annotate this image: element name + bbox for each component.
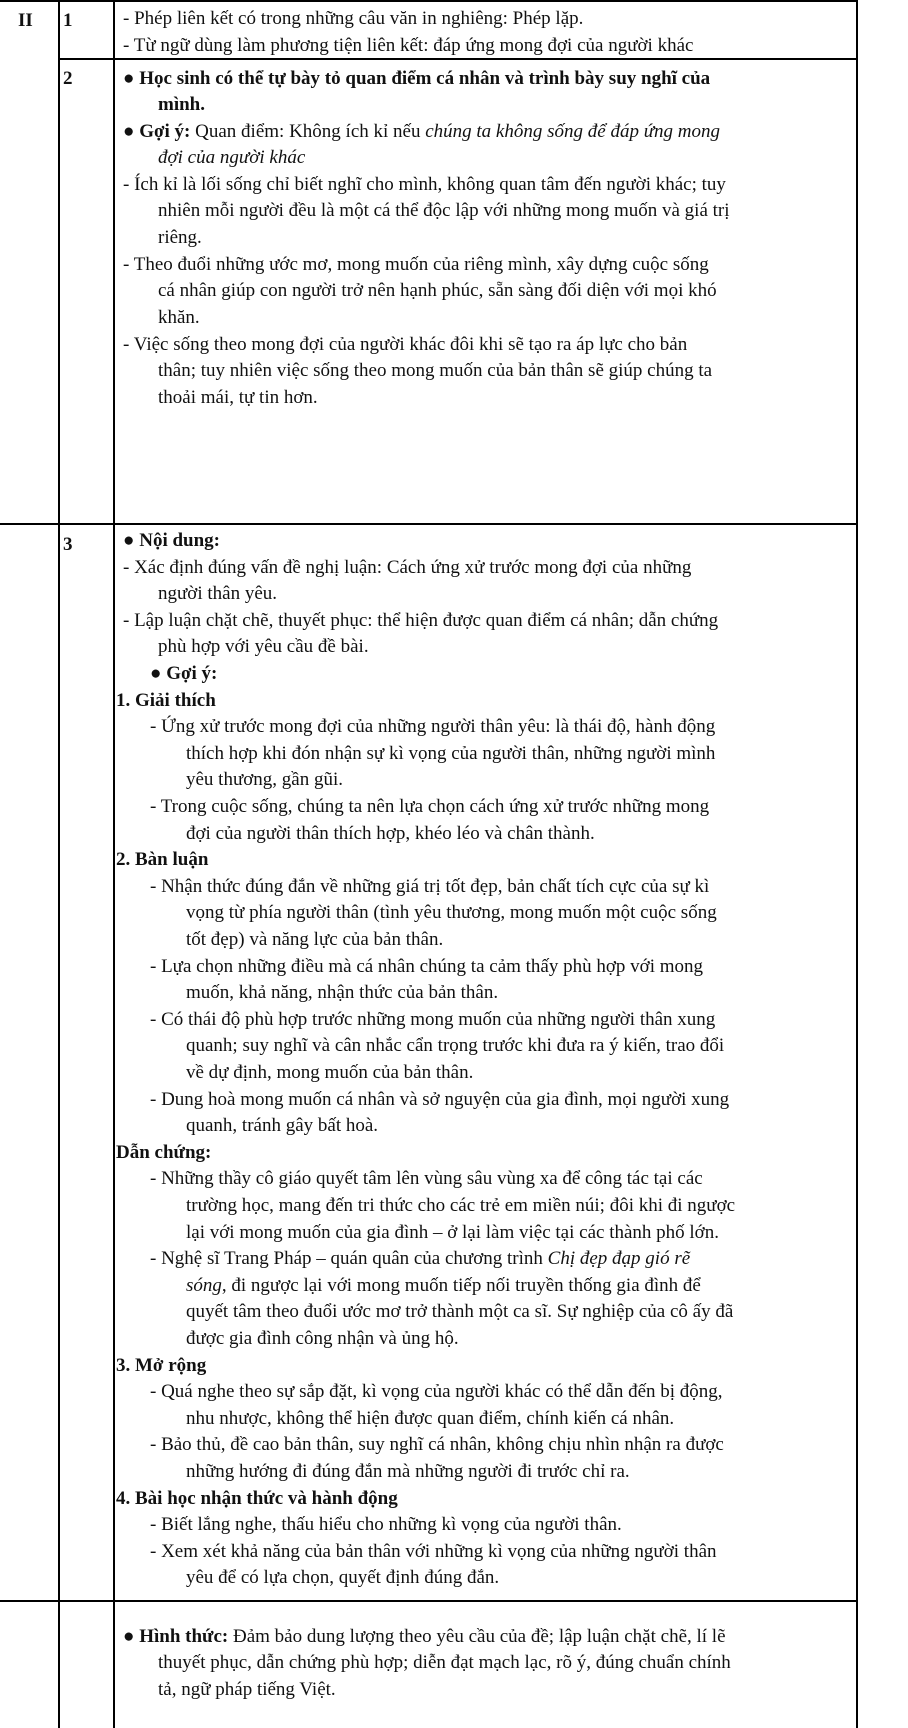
answer-line: về dự định, mong muốn của bản thân. (186, 1062, 474, 1083)
answer-line: yêu thương, gần gũi. (186, 769, 344, 790)
answer-line: thân; tuy nhiên việc sống theo mong muốn của bản thân sẽ giúp chúng ta (158, 360, 713, 381)
answer-line: quanh; suy nghĩ và cân nhắc cẩn trọng trước khi đưa ra ý kiến, trao đổi (186, 1035, 725, 1056)
answer-line: - Nhận thức đúng đắn về những giá trị tốt đẹp, bản chất tích cực của sự kì (150, 876, 710, 897)
section-heading: 2. Bàn luận (116, 849, 209, 870)
answer-line: - Xác định đúng vấn đề nghị luận: Cách ứng xử trước mong đợi của những (123, 557, 692, 578)
answer-line: đợi của người khác (158, 147, 306, 168)
answer-line: những hướng đi đúng đắn mà những người đi trước chỉ ra. (186, 1461, 630, 1482)
answer-line: - Ích kỉ là lối sống chỉ biết nghĩ cho mình, không quan tâm đến người khác; tuy (123, 174, 726, 195)
answer-line (123, 119, 720, 146)
answer-line: được gia đình công nhận và ủng hộ. (186, 1328, 459, 1349)
answer-line: - Có thái độ phù hợp trước những mong muốn của những người thân xung (150, 1009, 716, 1030)
answer-line: ● Học sinh có thể tự bày tỏ quan điểm cá nhân và trình bày suy nghĩ của (123, 68, 711, 89)
answer-line: thoải mái, tự tin hơn. (158, 387, 318, 408)
row-number: 2 (63, 68, 73, 89)
answer-line: đợi của người thân thích hợp, khéo léo và chân thành. (186, 823, 595, 844)
answer-line: thích hợp khi đón nhận sự kì vọng của người thân, những người mình (186, 743, 716, 764)
answer-line: nhu nhược, không thể hiện được quan điểm, chính kiến cá nhân. (186, 1408, 675, 1429)
show-title-italic: sóng (186, 1275, 222, 1296)
answer-line: nhiên mỗi người đều là một cá thể độc lập với những mong muốn và giá trị (158, 200, 730, 221)
answer-line: - Lựa chọn những điều mà cá nhân chúng ta cảm thấy phù hợp với mong (150, 956, 704, 977)
section-heading: 3. Mở rộng (116, 1355, 207, 1376)
answer-line: - Phép liên kết có trong những câu văn in nghiêng: Phép lặp. (123, 8, 584, 29)
row-divider (0, 523, 858, 525)
answer-line: muốn, khả năng, nhận thức của bản thân. (186, 982, 499, 1003)
answer-line: - Trong cuộc sống, chúng ta nên lựa chọn cách ứng xử trước những mong (150, 796, 710, 817)
answer-line: yêu để có lựa chọn, quyết định đúng đắn. (186, 1567, 500, 1588)
example-text: - Nghệ sĩ Trang Pháp – quán quân của chương trình (150, 1248, 548, 1269)
example-text: , đi ngược lại với mong muốn tiếp nối truyền thống gia đình để (221, 1275, 701, 1296)
answer-line: - Dung hoà mong muốn cá nhân và sở nguyện của gia đình, mọi người xung (150, 1089, 730, 1110)
answer-line (186, 1273, 701, 1300)
answer-line: phù hợp với yêu cầu đề bài. (158, 636, 369, 657)
answer-line: riêng. (158, 227, 202, 248)
hint-italic: chúng ta không sống để đáp ứng mong (425, 121, 721, 142)
answer-line: - Bảo thủ, đề cao bản thân, suy nghĩ cá nhân, không chịu nhìn nhận ra được (150, 1434, 724, 1455)
section-heading: Dẫn chứng: (116, 1142, 212, 1163)
col-border-left (58, 0, 60, 1728)
col-border-mid (113, 0, 115, 1728)
answer-line: quanh, tránh gây bất hoà. (186, 1115, 379, 1136)
show-title-italic: Chị đẹp đạp gió rẽ (547, 1248, 691, 1269)
answer-line: tốt đẹp) và năng lực của bản thân. (186, 929, 444, 950)
table-top-border (0, 0, 858, 2)
answer-line: - Những thầy cô giáo quyết tâm lên vùng sâu vùng xa để công tác tại các (150, 1168, 703, 1189)
answer-line: người thân yêu. (158, 583, 278, 604)
answer-line: ● Nội dung: (123, 530, 221, 551)
col-border-right (856, 0, 858, 1728)
answer-line: khăn. (158, 307, 200, 328)
answer-line: - Quá nghe theo sự sắp đặt, kì vọng của người khác có thể dẫn đến bị động, (150, 1381, 723, 1402)
answer-line: - Xem xét khả năng của bản thân với những kì vọng của những người thân (150, 1541, 717, 1562)
answer-line (150, 1246, 690, 1273)
form-label: ● Hình thức: (123, 1626, 229, 1647)
answer-line: - Theo đuổi những ước mơ, mong muốn của riêng mình, xây dựng cuộc sống (123, 254, 709, 275)
answer-line: vọng từ phía người thân (tình yêu thương, mong muốn một cuộc sống (186, 902, 717, 923)
answer-line: - Biết lắng nghe, thấu hiểu cho những kì vọng của người thân. (150, 1514, 622, 1535)
row-divider (0, 1600, 858, 1602)
section-number: II (18, 10, 33, 31)
answer-line: ● Gợi ý: (150, 663, 218, 684)
section-heading: 1. Giải thích (116, 690, 216, 711)
answer-line: thuyết phục, dẫn chứng phù hợp; diễn đạt mạch lạc, rõ ý, đúng chuẩn chính (158, 1652, 731, 1673)
form-text: Đảm bảo dung lượng theo yêu cầu của đề; lập luận chặt chẽ, lí lẽ (228, 1626, 726, 1647)
hint-text: Quan điểm: Không ích kỉ nếu (190, 121, 426, 142)
answer-line: tả, ngữ pháp tiếng Việt. (158, 1679, 336, 1700)
hint-label: ● Gợi ý: (123, 121, 191, 142)
answer-line: trường học, mang đến tri thức cho các trẻ em miền núi; đôi khi đi ngược (186, 1195, 736, 1216)
section-heading: 4. Bài học nhận thức và hành động (116, 1488, 398, 1509)
answer-line: - Ứng xử trước mong đợi của những người thân yêu: là thái độ, hành động (150, 716, 716, 737)
answer-line: quyết tâm theo đuổi ước mơ trở thành một ca sĩ. Sự nghiệp của cô ấy đã (186, 1301, 734, 1322)
answer-line: mình. (158, 94, 205, 115)
row-number: 3 (63, 534, 73, 555)
answer-line: - Từ ngữ dùng làm phương tiện liên kết: đáp ứng mong đợi của người khác (123, 35, 694, 56)
answer-line: lại với mong muốn của gia đình – ở lại làm việc tại các thành phố lớn. (186, 1222, 719, 1243)
answer-line: cá nhân giúp con người trở nên hạnh phúc, sẵn sàng đối diện với mọi khó (158, 280, 717, 301)
answer-line (123, 1624, 726, 1651)
row-number: 1 (63, 10, 73, 31)
answer-line: - Lập luận chặt chẽ, thuyết phục: thể hiện được quan điểm cá nhân; dẫn chứng (123, 610, 719, 631)
answer-line: - Việc sống theo mong đợi của người khác đôi khi sẽ tạo ra áp lực cho bản (123, 334, 688, 355)
